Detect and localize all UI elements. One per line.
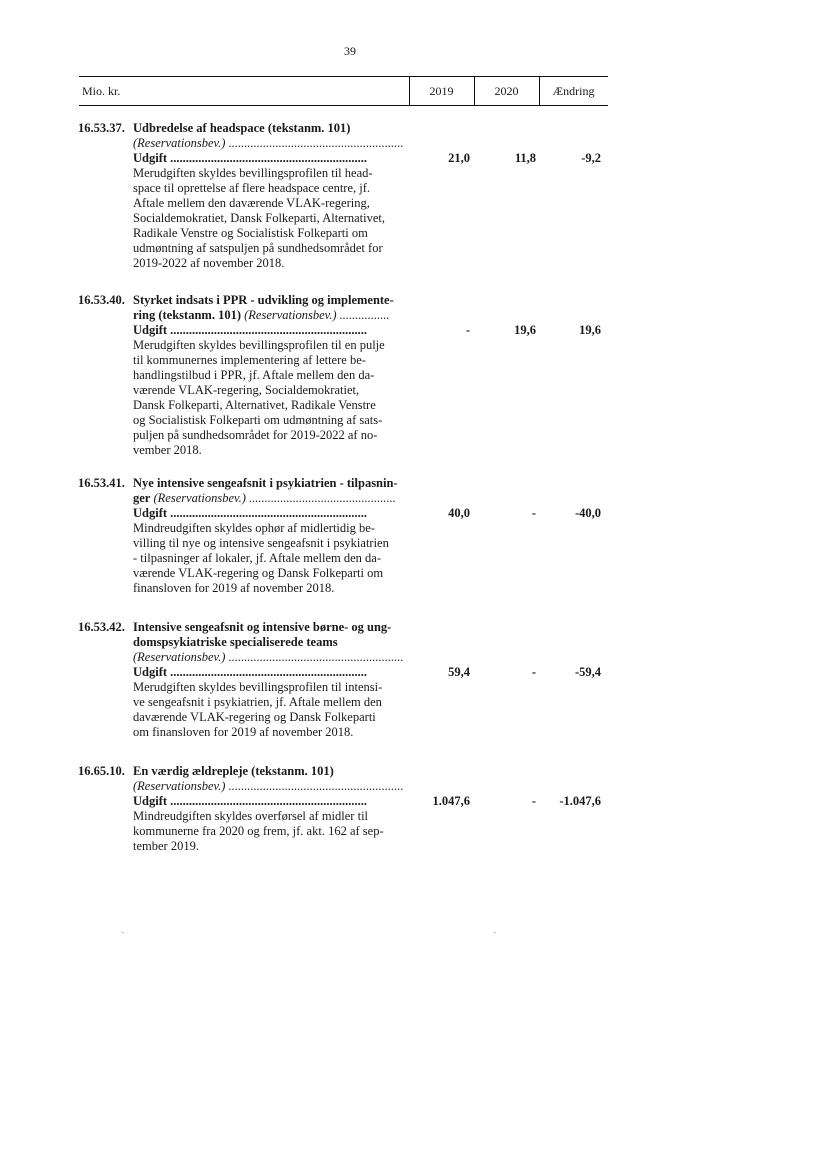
entry-title: domspsykiatriske specialiserede teams bbox=[133, 635, 338, 649]
reservation-line: (Reservationsbev.) ........................................................ bbox=[133, 779, 404, 793]
header-2020: 2020 bbox=[494, 84, 519, 98]
text-line: tember 2019. bbox=[133, 839, 199, 853]
title-continuation bbox=[133, 491, 405, 506]
entry-title: Nye intensive sengeafsnit i psykiatrien - tilpasnin- bbox=[133, 476, 398, 490]
value-2020: 11,8 bbox=[514, 151, 536, 165]
value-change: -9,2 bbox=[581, 151, 601, 165]
header-2019: 2019 bbox=[429, 84, 454, 98]
value-2019: 59,4 bbox=[448, 665, 470, 679]
text-line: værende VLAK-regering og Dansk Folkeparti om bbox=[133, 566, 384, 580]
value-change: 19,6 bbox=[579, 323, 601, 337]
entry-number: 16.65.10. bbox=[78, 764, 125, 778]
text-line: Mindreudgiften skyldes ophør af midlertidig be- bbox=[133, 521, 375, 535]
text-line: finansloven for 2019 af november 2018. bbox=[133, 581, 335, 595]
entry-text bbox=[133, 521, 405, 596]
entry-number: 16.53.37. bbox=[78, 121, 125, 135]
entry-body bbox=[133, 476, 405, 596]
udgift-line: Udgift ............................................................... bbox=[133, 151, 368, 165]
text-line: udmøntning af satspuljen på sundhedsområdet for bbox=[133, 241, 383, 255]
header-change: Ændring bbox=[552, 84, 595, 98]
entry-number: 16.53.41. bbox=[78, 476, 125, 490]
entry-text bbox=[133, 166, 405, 271]
text-line: Aftale mellem den daværende VLAK-regering, bbox=[133, 196, 370, 210]
entry-title-tail: ring (tekstanm. 101) bbox=[133, 308, 241, 322]
entry-number: 16.53.40. bbox=[78, 293, 125, 307]
entry-text bbox=[133, 680, 405, 740]
value-2019: 40,0 bbox=[448, 506, 470, 520]
unit-label: Mio. kr. bbox=[82, 84, 121, 98]
text-line: vember 2018. bbox=[133, 443, 202, 457]
entry-title: Styrket indsats i PPR - udvikling og implemente- bbox=[133, 293, 394, 307]
entry-title-tail: ger bbox=[133, 491, 151, 505]
value-2020: 19,6 bbox=[514, 323, 536, 337]
scan-speck bbox=[494, 932, 496, 933]
text-line: Merudgiften skyldes bevillingsprofilen til en pulje bbox=[133, 338, 385, 352]
reservation-line: (Reservationsbev.) ........................................................ bbox=[133, 136, 404, 150]
entry-body bbox=[133, 293, 405, 458]
text-line: Merudgiften skyldes bevillingsprofilen til head- bbox=[133, 166, 373, 180]
entry-body bbox=[133, 121, 405, 271]
table-header bbox=[79, 76, 608, 106]
text-line: space til oprettelse af flere headspace centre, jf. bbox=[133, 181, 371, 195]
text-line: Mindreudgiften skyldes overførsel af midler til bbox=[133, 809, 369, 823]
entry-body bbox=[133, 620, 405, 740]
value-2019: 1.047,6 bbox=[432, 794, 470, 808]
text-line: værende VLAK-regering, Socialdemokratiet, bbox=[133, 383, 360, 397]
text-line: Radikale Venstre og Socialistisk Folkeparti om bbox=[133, 226, 368, 240]
reservation-line: (Reservationsbev.) ................ bbox=[240, 308, 390, 322]
title-continuation bbox=[133, 308, 405, 323]
entry-title: Intensive sengeafsnit og intensive børne- og ung- bbox=[133, 620, 392, 634]
udgift-line: Udgift ............................................................... bbox=[133, 506, 368, 520]
udgift-line: Udgift ............................................................... bbox=[133, 794, 368, 808]
text-line: Socialdemokratiet, Dansk Folkeparti, Alternativet, bbox=[133, 211, 386, 225]
text-line: Dansk Folkeparti, Alternativet, Radikale Venstre bbox=[133, 398, 376, 412]
reservation-line: (Reservationsbev.) ............................................... bbox=[150, 491, 396, 505]
text-line: og Socialistisk Folkeparti om udmøntning af sats- bbox=[133, 413, 383, 427]
value-2019: - bbox=[465, 323, 470, 337]
reservation-line: (Reservationsbev.) ........................................................ bbox=[133, 650, 404, 664]
text-line: puljen på sundhedsområdet for 2019-2022 af no- bbox=[133, 428, 378, 442]
text-line: handlingstilbud i PPR, jf. Aftale mellem den da- bbox=[133, 368, 375, 382]
text-line: om finansloven for 2019 af november 2018. bbox=[133, 725, 354, 739]
entry-text bbox=[133, 338, 405, 458]
value-change: -1.047,6 bbox=[559, 794, 601, 808]
entry-text bbox=[133, 809, 405, 854]
text-line: til kommunernes implementering af lettere be- bbox=[133, 353, 366, 367]
text-line: ve sengeafsnit i psykiatrien, jf. Aftale mellem den bbox=[133, 695, 382, 709]
entry-number: 16.53.42. bbox=[78, 620, 125, 634]
udgift-line: Udgift ............................................................... bbox=[133, 323, 368, 337]
value-2020: - bbox=[531, 506, 536, 520]
entry-title: En værdig ældrepleje (tekstanm. 101) bbox=[133, 764, 334, 778]
page-number: 39 bbox=[344, 44, 356, 58]
value-2020: - bbox=[531, 794, 536, 808]
entry-title: Udbredelse af headspace (tekstanm. 101) bbox=[133, 121, 351, 135]
value-2020: - bbox=[531, 665, 536, 679]
text-line: - tilpasninger af lokaler, jf. Aftale mellem den da- bbox=[133, 551, 382, 565]
text-line: Merudgiften skyldes bevillingsprofilen til intensi- bbox=[133, 680, 383, 694]
value-change: -40,0 bbox=[574, 506, 601, 520]
value-2019: 21,0 bbox=[448, 151, 470, 165]
udgift-line: Udgift ............................................................... bbox=[133, 665, 368, 679]
scan-speck bbox=[122, 932, 124, 933]
entry-body bbox=[133, 764, 405, 854]
text-line: 2019-2022 af november 2018. bbox=[133, 256, 285, 270]
text-line: kommunerne fra 2020 og frem, jf. akt. 162 af sep- bbox=[133, 824, 384, 838]
text-line: villing til nye og intensive sengeafsnit i psykiatrien bbox=[133, 536, 389, 550]
value-change: -59,4 bbox=[574, 665, 601, 679]
text-line: daværende VLAK-regering og Dansk Folkeparti bbox=[133, 710, 376, 724]
